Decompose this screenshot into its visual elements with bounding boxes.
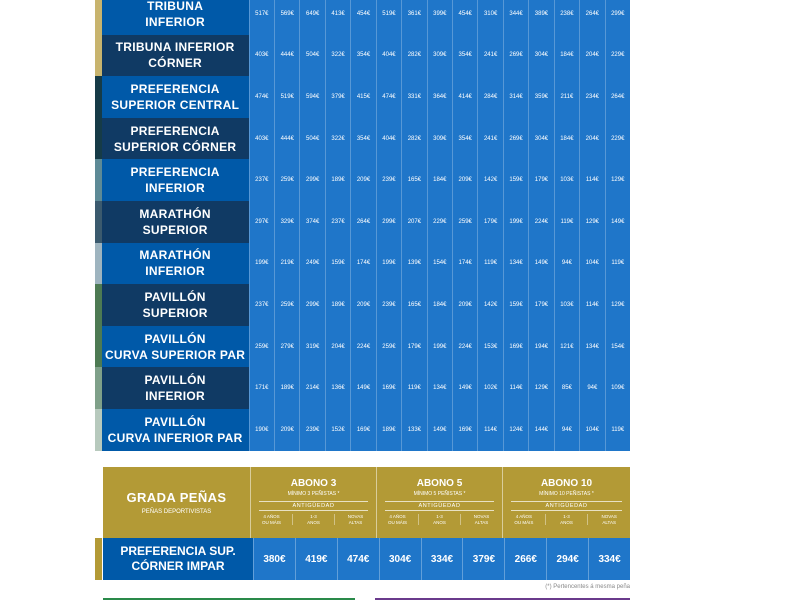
zone-label-line: CÓRNER xyxy=(148,56,203,71)
antiguedad-subcolumn-line: NOVAS xyxy=(347,514,364,519)
antiguedad-subcolumn-line: 1-3 xyxy=(436,514,443,519)
price-cell: 179€ xyxy=(478,201,503,243)
price-cell: 299€ xyxy=(300,159,325,201)
antiguedad-subcolumn xyxy=(334,514,376,525)
zone-label-line: PAVILLÓN xyxy=(144,331,206,346)
zone-label-line: INFERIOR xyxy=(145,14,205,29)
price-cell: 259€ xyxy=(453,201,478,243)
price-cell: 133€ xyxy=(402,409,427,451)
table-row xyxy=(95,326,630,368)
price-cell: 179€ xyxy=(402,326,427,368)
price-cell: 229€ xyxy=(605,118,630,160)
price-cell: 229€ xyxy=(427,201,452,243)
price-cell: 169€ xyxy=(503,326,528,368)
price-cell: 269€ xyxy=(503,118,528,160)
price-cell: 184€ xyxy=(427,159,452,201)
penas-price-cell: 379€ xyxy=(462,538,504,580)
table-row xyxy=(95,0,630,35)
price-cell: 329€ xyxy=(275,201,300,243)
price-cell: 404€ xyxy=(376,118,401,160)
price-cell: 594€ xyxy=(300,76,325,118)
price-cell: 259€ xyxy=(275,284,300,326)
antiguedad-subcolumn-line: 4 AÑOS xyxy=(389,514,406,519)
price-cell: 199€ xyxy=(249,243,274,285)
price-cell: 154€ xyxy=(605,326,630,368)
zone-label-line: TRIBUNA xyxy=(147,0,204,13)
price-cell: 297€ xyxy=(249,201,274,243)
abono-minimum: MÍNIMO 10 PEÑISTAS * xyxy=(539,491,594,497)
price-cell: 144€ xyxy=(529,409,554,451)
penas-price-cell: 304€ xyxy=(379,538,421,580)
row-color-stripe xyxy=(95,243,102,285)
price-cell: 344€ xyxy=(503,0,528,35)
price-cell: 169€ xyxy=(376,367,401,409)
price-cell: 299€ xyxy=(376,201,401,243)
price-cell: 224€ xyxy=(453,326,478,368)
zone-label-line: PAVILLÓN xyxy=(144,289,206,304)
row-color-stripe xyxy=(95,367,102,409)
price-cell: 134€ xyxy=(427,367,452,409)
price-cell: 304€ xyxy=(529,35,554,77)
penas-price-cell: 334€ xyxy=(421,538,463,580)
price-cell: 389€ xyxy=(529,0,554,35)
price-cell: 237€ xyxy=(249,284,274,326)
penas-price-row xyxy=(103,538,630,580)
price-cell: 284€ xyxy=(478,76,503,118)
zone-label-line: PAVILLÓN xyxy=(144,373,206,388)
price-cell: 134€ xyxy=(503,243,528,285)
price-cell: 209€ xyxy=(351,284,376,326)
price-cell: 454€ xyxy=(453,0,478,35)
price-cell: 404€ xyxy=(376,35,401,77)
zone-label-line: CURVA INFERIOR PAR xyxy=(107,430,243,445)
zone-label xyxy=(102,35,249,77)
antiguedad-subcolumn xyxy=(587,514,630,525)
price-cell: 129€ xyxy=(580,201,605,243)
price-cell: 199€ xyxy=(427,326,452,368)
price-cell: 444€ xyxy=(275,35,300,77)
zone-label xyxy=(102,367,249,409)
price-cell: 354€ xyxy=(351,35,376,77)
penas-prices xyxy=(253,538,630,580)
zone-label xyxy=(102,76,249,118)
price-cell: 569€ xyxy=(275,0,300,35)
zone-label xyxy=(102,284,249,326)
price-cell: 282€ xyxy=(402,118,427,160)
table-row xyxy=(95,409,630,451)
price-cell: 190€ xyxy=(249,409,274,451)
price-cell: 159€ xyxy=(503,159,528,201)
price-cell: 239€ xyxy=(300,409,325,451)
price-cell: 149€ xyxy=(605,201,630,243)
penas-row-stripe xyxy=(95,538,102,580)
price-cell: 204€ xyxy=(580,118,605,160)
price-cell: 165€ xyxy=(402,159,427,201)
price-cell: 142€ xyxy=(478,284,503,326)
price-cell: 153€ xyxy=(478,326,503,368)
antiguedad-subcolumn xyxy=(377,514,418,525)
penas-footnote: (*) Pertencentes á mesma peña xyxy=(545,584,630,590)
price-cell: 129€ xyxy=(529,367,554,409)
price-cell: 211€ xyxy=(554,76,579,118)
abono-title: ABONO 5 xyxy=(416,478,463,489)
price-cell: 194€ xyxy=(529,326,554,368)
zone-label xyxy=(102,159,249,201)
price-cell: 204€ xyxy=(580,35,605,77)
price-cell: 504€ xyxy=(300,35,325,77)
price-cell: 309€ xyxy=(427,35,452,77)
price-cell: 403€ xyxy=(249,35,274,77)
zone-label-line: PREFERENCIA xyxy=(130,123,220,138)
price-cell: 264€ xyxy=(580,0,605,35)
zone-label-line: MARATHÓN xyxy=(139,206,211,221)
price-cell: 85€ xyxy=(554,367,579,409)
price-cell: 304€ xyxy=(529,118,554,160)
price-cell: 94€ xyxy=(554,243,579,285)
penas-price-cell: 419€ xyxy=(295,538,337,580)
price-cell: 189€ xyxy=(325,159,350,201)
penas-zone-line-1: PREFERENCIA SUP. xyxy=(120,544,236,558)
price-cell: 209€ xyxy=(453,159,478,201)
abono-minimum: MÍNIMO 5 PEÑISTAS * xyxy=(413,491,466,497)
penas-price-cell: 474€ xyxy=(337,538,379,580)
price-cell: 121€ xyxy=(554,326,579,368)
price-cell: 237€ xyxy=(325,201,350,243)
table-row xyxy=(95,243,630,285)
price-cell: 413€ xyxy=(325,0,350,35)
price-cell: 209€ xyxy=(275,409,300,451)
antiguedad-subcolumns xyxy=(503,514,630,525)
price-cell: 114€ xyxy=(580,159,605,201)
price-cell: 136€ xyxy=(325,367,350,409)
price-cell: 364€ xyxy=(427,76,452,118)
antiguedad-subcolumn-line: NOVAS xyxy=(601,514,617,519)
row-color-stripe xyxy=(95,35,102,77)
price-cell: 179€ xyxy=(529,284,554,326)
price-cell: 189€ xyxy=(325,284,350,326)
price-cell: 139€ xyxy=(402,243,427,285)
table-row xyxy=(95,76,630,118)
row-color-stripe xyxy=(95,0,102,35)
abono-minimum: MÍNIMO 3 PEÑISTAS * xyxy=(287,491,340,497)
row-color-stripe xyxy=(95,76,102,118)
penas-zone-line-2: CÓRNER IMPAR xyxy=(131,559,225,573)
price-cell: 134€ xyxy=(580,326,605,368)
price-cell: 199€ xyxy=(503,201,528,243)
price-cell: 279€ xyxy=(275,326,300,368)
price-cell: 310€ xyxy=(478,0,503,35)
price-cell: 309€ xyxy=(427,118,452,160)
price-cell: 209€ xyxy=(351,159,376,201)
price-cell: 103€ xyxy=(554,159,579,201)
price-cell: 319€ xyxy=(300,326,325,368)
price-cell: 214€ xyxy=(300,367,325,409)
table-row xyxy=(95,35,630,77)
price-cell: 415€ xyxy=(351,76,376,118)
row-color-stripe xyxy=(95,326,102,368)
zone-label-line: SUPERIOR CÓRNER xyxy=(113,139,237,154)
penas-subtitle: PEÑAS DEPORTIVISTAS xyxy=(141,509,212,515)
antiguedad-subcolumn-line: ALTAS xyxy=(474,519,489,525)
price-cell: 171€ xyxy=(249,367,274,409)
price-cell: 299€ xyxy=(300,284,325,326)
price-cell: 142€ xyxy=(478,159,503,201)
table-row xyxy=(95,201,630,243)
price-cell: 361€ xyxy=(402,0,427,35)
price-cell: 474€ xyxy=(376,76,401,118)
table-row xyxy=(95,284,630,326)
price-cell: 241€ xyxy=(478,118,503,160)
antiguedad-subcolumn-line: 4 AÑOS xyxy=(515,514,532,519)
price-cell: 519€ xyxy=(275,76,300,118)
price-cell: 219€ xyxy=(275,243,300,285)
price-cell: 249€ xyxy=(300,243,325,285)
antiguedad-subcolumn xyxy=(292,514,334,525)
antiguedad-label: ANTIGÜEDAD xyxy=(259,501,368,511)
antiguedad-subcolumn-line: 1-3 xyxy=(563,514,570,519)
price-cell: 204€ xyxy=(325,326,350,368)
price-cell: 184€ xyxy=(554,118,579,160)
zone-label xyxy=(102,118,249,160)
penas-title: GRADA PEÑAS xyxy=(126,490,227,505)
price-cell: 189€ xyxy=(376,409,401,451)
row-color-stripe xyxy=(95,284,102,326)
price-cell: 238€ xyxy=(554,0,579,35)
price-cell: 124€ xyxy=(503,409,528,451)
zone-label xyxy=(102,243,249,285)
price-rows xyxy=(95,0,630,451)
price-cell: 299€ xyxy=(605,0,630,35)
price-cell: 169€ xyxy=(453,409,478,451)
price-cell: 207€ xyxy=(402,201,427,243)
price-cell: 359€ xyxy=(529,76,554,118)
zone-label-line: INFERIOR xyxy=(145,389,205,404)
price-cell: 149€ xyxy=(427,409,452,451)
row-color-stripe xyxy=(95,159,102,201)
price-cell: 114€ xyxy=(580,284,605,326)
price-cell: 165€ xyxy=(402,284,427,326)
price-cell: 239€ xyxy=(376,159,401,201)
price-cell: 237€ xyxy=(249,159,274,201)
row-color-stripe xyxy=(95,201,102,243)
table-row xyxy=(95,118,630,160)
antiguedad-subcolumn-line: ANOS xyxy=(560,519,573,525)
zone-label xyxy=(102,326,249,368)
price-cell: 234€ xyxy=(580,76,605,118)
abono-group xyxy=(503,467,630,538)
price-cell: 224€ xyxy=(529,201,554,243)
penas-price-cell: 380€ xyxy=(253,538,295,580)
price-cell: 104€ xyxy=(580,243,605,285)
price-cell: 159€ xyxy=(325,243,350,285)
penas-price-cell: 266€ xyxy=(504,538,546,580)
antiguedad-subcolumn-line: OU MÁIS xyxy=(387,519,407,525)
price-cell: 224€ xyxy=(351,326,376,368)
price-cell: 109€ xyxy=(605,367,630,409)
price-cell: 322€ xyxy=(325,35,350,77)
zone-label-line: SUPERIOR xyxy=(142,305,208,320)
price-cell: 379€ xyxy=(325,76,350,118)
price-cell: 119€ xyxy=(478,243,503,285)
price-cell: 102€ xyxy=(478,367,503,409)
zone-label-line: SUPERIOR xyxy=(142,222,208,237)
price-cell: 259€ xyxy=(275,159,300,201)
price-cell: 517€ xyxy=(249,0,274,35)
penas-zone-label xyxy=(103,538,253,580)
price-cell: 114€ xyxy=(478,409,503,451)
price-cell: 282€ xyxy=(402,35,427,77)
penas-price-cell: 294€ xyxy=(546,538,588,580)
table-row xyxy=(95,159,630,201)
antiguedad-subcolumn-line: ANOS xyxy=(433,519,446,525)
price-cell: 154€ xyxy=(427,243,452,285)
zone-label-line: MARATHÓN xyxy=(139,248,211,263)
penas-section xyxy=(103,467,630,590)
price-cell: 103€ xyxy=(554,284,579,326)
price-cell: 264€ xyxy=(605,76,630,118)
price-cell: 119€ xyxy=(605,409,630,451)
abono-groups xyxy=(251,467,630,538)
price-cell: 239€ xyxy=(376,284,401,326)
price-cell: 259€ xyxy=(249,326,274,368)
antiguedad-subcolumn xyxy=(545,514,588,525)
price-cell: 354€ xyxy=(351,118,376,160)
antiguedad-subcolumn-line: OU MÁIS xyxy=(514,519,534,525)
antiguedad-subcolumns xyxy=(251,514,376,525)
row-color-stripe xyxy=(95,118,102,160)
antiguedad-subcolumn-line: ALTAS xyxy=(348,519,363,525)
abono-group xyxy=(377,467,503,538)
price-cell: 119€ xyxy=(402,367,427,409)
zone-label-line: PAVILLÓN xyxy=(144,414,206,429)
antiguedad-label: ANTIGÜEDAD xyxy=(511,501,622,511)
antiguedad-subcolumn xyxy=(460,514,502,525)
zone-label xyxy=(102,409,249,451)
price-cell: 149€ xyxy=(529,243,554,285)
price-cell: 149€ xyxy=(453,367,478,409)
antiguedad-subcolumn-line: ANOS xyxy=(307,519,320,525)
price-cell: 209€ xyxy=(453,284,478,326)
price-cell: 414€ xyxy=(453,76,478,118)
price-cell: 199€ xyxy=(376,243,401,285)
price-cell: 169€ xyxy=(351,409,376,451)
zone-label-line: SUPERIOR CENTRAL xyxy=(111,97,240,112)
zone-label xyxy=(102,201,249,243)
price-cell: 504€ xyxy=(300,118,325,160)
price-cell: 354€ xyxy=(453,118,478,160)
price-cell: 241€ xyxy=(478,35,503,77)
price-cell: 119€ xyxy=(605,243,630,285)
price-cell: 114€ xyxy=(503,367,528,409)
price-cell: 354€ xyxy=(453,35,478,77)
price-cell: 444€ xyxy=(275,118,300,160)
price-cell: 149€ xyxy=(351,367,376,409)
price-cell: 104€ xyxy=(580,409,605,451)
zone-label-line: PREFERENCIA xyxy=(130,81,220,96)
zone-label-line: TRIBUNA INFERIOR xyxy=(115,40,235,55)
penas-title-cell xyxy=(103,467,251,538)
price-cell: 94€ xyxy=(580,367,605,409)
price-cell: 174€ xyxy=(351,243,376,285)
price-cell: 259€ xyxy=(376,326,401,368)
penas-price-cell: 334€ xyxy=(588,538,630,580)
price-cell: 474€ xyxy=(249,76,274,118)
antiguedad-subcolumn-line: NOVAS xyxy=(473,514,490,519)
price-cell: 649€ xyxy=(300,0,325,35)
antiguedad-subcolumn xyxy=(251,514,292,525)
antiguedad-subcolumn xyxy=(418,514,460,525)
zone-label-line: INFERIOR xyxy=(145,264,205,279)
zone-label-line: INFERIOR xyxy=(145,181,205,196)
price-cell: 403€ xyxy=(249,118,274,160)
penas-header xyxy=(103,467,630,538)
price-cell: 129€ xyxy=(605,159,630,201)
price-cell: 189€ xyxy=(275,367,300,409)
price-cell: 159€ xyxy=(503,284,528,326)
price-cell: 519€ xyxy=(376,0,401,35)
price-cell: 129€ xyxy=(605,284,630,326)
table-row xyxy=(95,367,630,409)
price-cell: 119€ xyxy=(554,201,579,243)
price-cell: 454€ xyxy=(351,0,376,35)
antiguedad-subcolumn-line: OU MÁIS xyxy=(261,519,281,525)
price-cell: 314€ xyxy=(503,76,528,118)
price-cell: 179€ xyxy=(529,159,554,201)
abono-group xyxy=(251,467,377,538)
price-cell: 269€ xyxy=(503,35,528,77)
price-table xyxy=(95,0,630,451)
antiguedad-subcolumns xyxy=(377,514,502,525)
price-cell: 229€ xyxy=(605,35,630,77)
abono-title: ABONO 3 xyxy=(290,478,337,489)
price-cell: 184€ xyxy=(427,284,452,326)
price-cell: 94€ xyxy=(554,409,579,451)
price-cell: 152€ xyxy=(325,409,350,451)
row-color-stripe xyxy=(95,409,102,451)
antiguedad-subcolumn-line: ALTAS xyxy=(602,519,616,525)
price-cell: 374€ xyxy=(300,201,325,243)
price-cell: 322€ xyxy=(325,118,350,160)
zone-label-line: PREFERENCIA xyxy=(130,165,220,180)
antiguedad-subcolumn-line: 4 AÑOS xyxy=(263,514,280,519)
abono-title: ABONO 10 xyxy=(540,478,593,489)
antiguedad-label: ANTIGÜEDAD xyxy=(385,501,494,511)
zone-label-line: CURVA SUPERIOR PAR xyxy=(104,347,246,362)
price-cell: 331€ xyxy=(402,76,427,118)
price-cell: 399€ xyxy=(427,0,452,35)
antiguedad-subcolumn-line: 1-3 xyxy=(310,514,317,519)
antiguedad-subcolumn xyxy=(503,514,545,525)
price-cell: 184€ xyxy=(554,35,579,77)
zone-label xyxy=(102,0,249,35)
price-cell: 264€ xyxy=(351,201,376,243)
price-cell: 174€ xyxy=(453,243,478,285)
